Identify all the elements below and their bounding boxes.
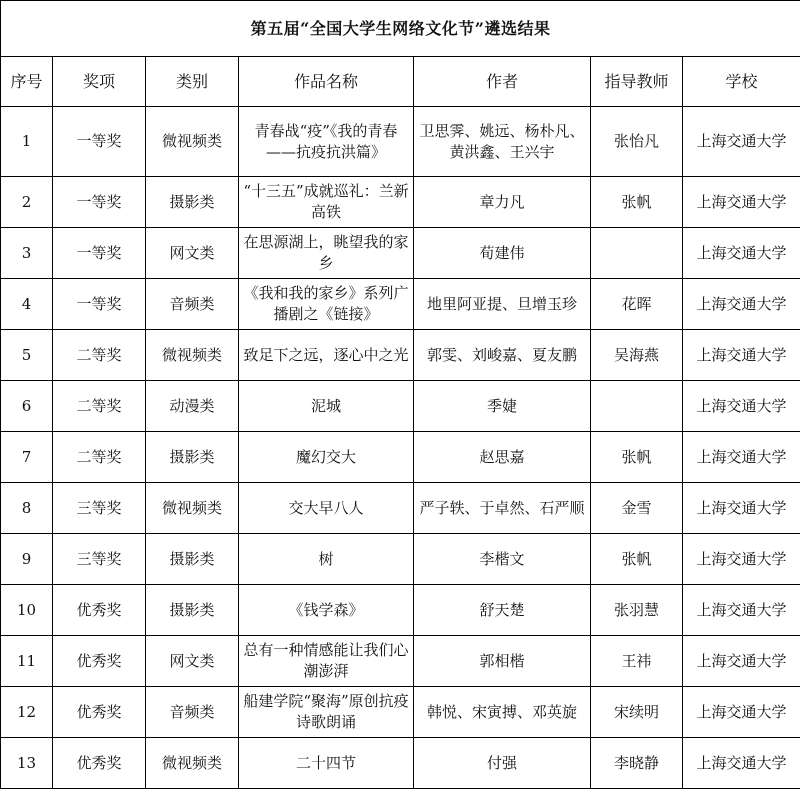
cell-school: 上海交通大学 <box>683 534 800 585</box>
cell-no: 4 <box>1 279 53 330</box>
cell-category: 动漫类 <box>146 381 239 432</box>
cell-author: 韩悦、宋寅搏、邓英旋 <box>414 687 591 738</box>
cell-school: 上海交通大学 <box>683 585 800 636</box>
cell-author: 付强 <box>414 738 591 789</box>
cell-category: 音频类 <box>146 687 239 738</box>
cell-no: 10 <box>1 585 53 636</box>
cell-work: 《钱学森》 <box>239 585 414 636</box>
cell-work: 交大早八人 <box>239 483 414 534</box>
header-row <box>1 57 800 107</box>
cell-author: 赵思嘉 <box>414 432 591 483</box>
cell-work: 总有一种情感能让我们心潮澎湃 <box>239 636 414 687</box>
cell-teacher <box>591 228 683 279</box>
cell-award: 优秀奖 <box>53 738 146 789</box>
cell-award: 优秀奖 <box>53 585 146 636</box>
cell-author: 李楷文 <box>414 534 591 585</box>
cell-no: 3 <box>1 228 53 279</box>
cell-category: 网文类 <box>146 636 239 687</box>
cell-no: 2 <box>1 177 53 228</box>
cell-author: 舒天楚 <box>414 585 591 636</box>
cell-school: 上海交通大学 <box>683 381 800 432</box>
cell-category: 微视频类 <box>146 483 239 534</box>
cell-award: 优秀奖 <box>53 636 146 687</box>
table-row <box>1 107 800 177</box>
cell-award: 一等奖 <box>53 279 146 330</box>
cell-no: 9 <box>1 534 53 585</box>
cell-teacher: 张帆 <box>591 534 683 585</box>
cell-author: 季婕 <box>414 381 591 432</box>
cell-no: 1 <box>1 107 53 177</box>
cell-school: 上海交通大学 <box>683 228 800 279</box>
cell-author: 郭相楷 <box>414 636 591 687</box>
cell-award: 二等奖 <box>53 330 146 381</box>
cell-author: 地里阿亚提、旦增玉珍 <box>414 279 591 330</box>
cell-no: 11 <box>1 636 53 687</box>
cell-author: 郭雯、刘峻嘉、夏友鹏 <box>414 330 591 381</box>
cell-school: 上海交通大学 <box>683 177 800 228</box>
cell-category: 摄影类 <box>146 534 239 585</box>
header-award: 奖项 <box>53 57 146 107</box>
cell-work: 《我和我的家乡》系列广播剧之《链接》 <box>239 279 414 330</box>
table-row <box>1 279 800 330</box>
cell-award: 二等奖 <box>53 381 146 432</box>
cell-school: 上海交通大学 <box>683 107 800 177</box>
cell-teacher: 李晓静 <box>591 738 683 789</box>
table-row <box>1 585 800 636</box>
cell-no: 7 <box>1 432 53 483</box>
cell-teacher: 张帆 <box>591 432 683 483</box>
cell-category: 微视频类 <box>146 107 239 177</box>
cell-author: 严子轶、于卓然、石严顺 <box>414 483 591 534</box>
cell-school: 上海交通大学 <box>683 432 800 483</box>
cell-award: 二等奖 <box>53 432 146 483</box>
cell-author: 章力凡 <box>414 177 591 228</box>
cell-school: 上海交通大学 <box>683 636 800 687</box>
cell-work: 泥城 <box>239 381 414 432</box>
cell-teacher: 花晖 <box>591 279 683 330</box>
cell-school: 上海交通大学 <box>683 279 800 330</box>
cell-work: “十三五”成就巡礼：兰新高铁 <box>239 177 414 228</box>
cell-no: 12 <box>1 687 53 738</box>
cell-category: 摄影类 <box>146 432 239 483</box>
cell-no: 6 <box>1 381 53 432</box>
cell-category: 摄影类 <box>146 177 239 228</box>
cell-category: 微视频类 <box>146 738 239 789</box>
cell-award: 优秀奖 <box>53 687 146 738</box>
header-author: 作者 <box>414 57 591 107</box>
cell-no: 5 <box>1 330 53 381</box>
cell-award: 一等奖 <box>53 107 146 177</box>
cell-teacher <box>591 381 683 432</box>
cell-teacher: 张羽慧 <box>591 585 683 636</box>
table-row <box>1 228 800 279</box>
cell-teacher: 宋续明 <box>591 687 683 738</box>
cell-work: 致足下之远，逐心中之光 <box>239 330 414 381</box>
cell-author: 卫思霁、姚远、杨朴凡、黄洪鑫、王兴宇 <box>414 107 591 177</box>
cell-teacher: 张帆 <box>591 177 683 228</box>
cell-work: 魔幻交大 <box>239 432 414 483</box>
cell-work: 树 <box>239 534 414 585</box>
cell-award: 一等奖 <box>53 177 146 228</box>
table-row <box>1 381 800 432</box>
cell-category: 音频类 <box>146 279 239 330</box>
cell-author: 荀建伟 <box>414 228 591 279</box>
cell-no: 8 <box>1 483 53 534</box>
cell-work: 船建学院“聚海”原创抗疫诗歌朗诵 <box>239 687 414 738</box>
header-teacher: 指导教师 <box>591 57 683 107</box>
table-row <box>1 177 800 228</box>
cell-no: 13 <box>1 738 53 789</box>
cell-teacher: 吴海燕 <box>591 330 683 381</box>
cell-work: 二十四节 <box>239 738 414 789</box>
cell-category: 微视频类 <box>146 330 239 381</box>
table-title: 第五届“全国大学生网络文化节”遴选结果 <box>1 1 800 57</box>
cell-school: 上海交通大学 <box>683 687 800 738</box>
cell-category: 网文类 <box>146 228 239 279</box>
table-row <box>1 330 800 381</box>
table-row <box>1 636 800 687</box>
header-no: 序号 <box>1 57 53 107</box>
cell-category: 摄影类 <box>146 585 239 636</box>
cell-work: 青春战“疫”《我的青春——抗疫抗洪篇》 <box>239 107 414 177</box>
table-row <box>1 432 800 483</box>
cell-teacher: 王祎 <box>591 636 683 687</box>
cell-school: 上海交通大学 <box>683 738 800 789</box>
cell-award: 三等奖 <box>53 534 146 585</box>
table-row <box>1 534 800 585</box>
header-work: 作品名称 <box>239 57 414 107</box>
table-row <box>1 687 800 738</box>
header-school: 学校 <box>683 57 800 107</box>
cell-teacher: 金雪 <box>591 483 683 534</box>
cell-school: 上海交通大学 <box>683 483 800 534</box>
cell-school: 上海交通大学 <box>683 330 800 381</box>
header-category: 类别 <box>146 57 239 107</box>
cell-award: 一等奖 <box>53 228 146 279</box>
table-row <box>1 483 800 534</box>
cell-work: 在思源湖上，眺望我的家乡 <box>239 228 414 279</box>
cell-award: 三等奖 <box>53 483 146 534</box>
cell-teacher: 张怡凡 <box>591 107 683 177</box>
table-row <box>1 738 800 789</box>
